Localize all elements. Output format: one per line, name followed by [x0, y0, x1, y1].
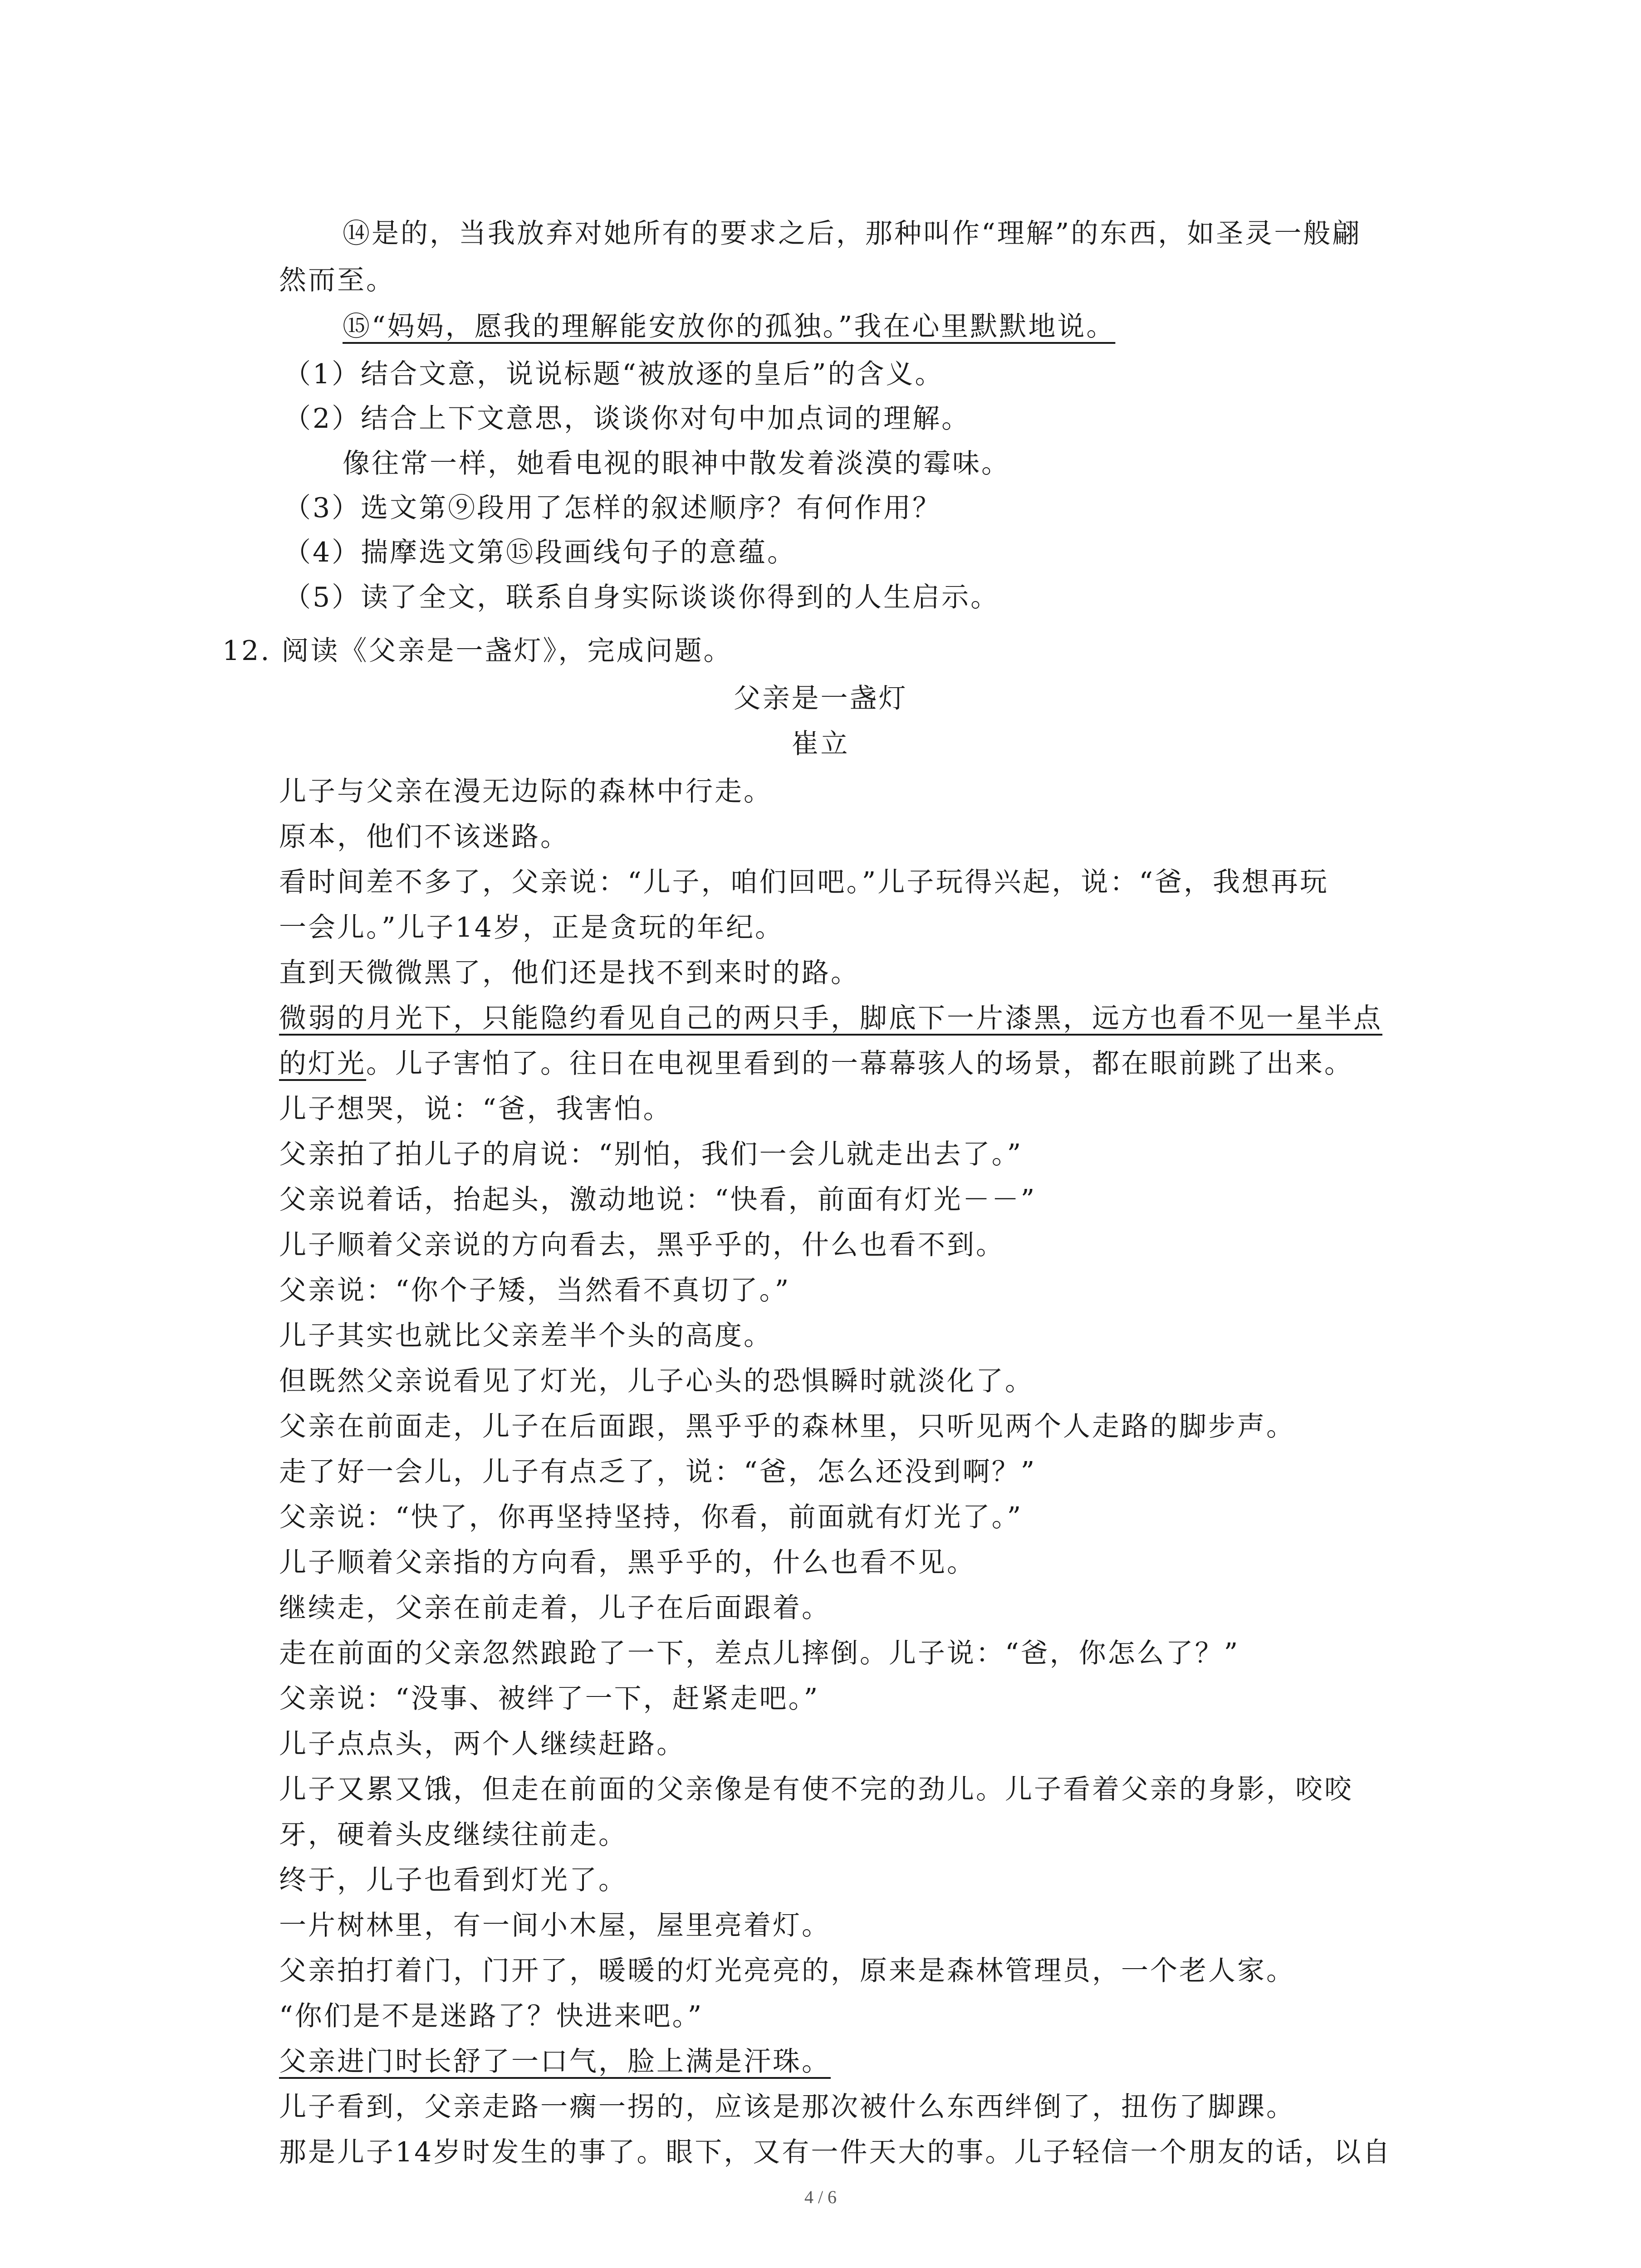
question-11-3: （3）选文第⑨段用了怎样的叙述顺序？有何作用？	[284, 492, 942, 524]
paragraph-15-underlined: ⑮“妈妈，愿我的理解能安放你的孤独。”我在心里默默地说。	[343, 311, 1116, 342]
story-line-19: 继续走，父亲在前走着，儿子在后面跟着。	[279, 1592, 831, 1624]
story-line-12: 父亲说：“你个子矮，当然看不真切了。”	[279, 1275, 791, 1306]
story-line-14: 但既然父亲说看见了灯光，儿子心头的恐惧瞬时就淡化了。	[279, 1365, 1034, 1397]
story-line-27: 父亲拍打着门，门开了，暖暖的灯光亮亮的，原来是森林管理员，一个老人家。	[279, 1955, 1295, 1987]
story-line-3: 看时间差不多了，父亲说：“儿子，咱们回吧。”儿子玩得兴起，说：“爸，我想再玩	[279, 866, 1329, 898]
story-line-17: 父亲说：“快了，你再坚持坚持，你看，前面就有灯光了。”	[279, 1501, 1023, 1533]
story-title: 父亲是一盏灯	[733, 683, 908, 714]
story-line-31: 那是儿子14岁时发生的事了。眼下，又有一件天大的事。儿子轻信一个朋友的话，以自	[279, 2136, 1392, 2168]
story-line-5: 直到天微微黑了，他们还是找不到来时的路。	[279, 957, 860, 989]
question-11-4: （4）揣摩选文第⑮段画线句子的意蕴。	[284, 537, 797, 568]
story-line-18: 儿子顺着父亲指的方向看，黑乎乎的，什么也看不见。	[279, 1547, 976, 1579]
story-line-10: 父亲说着话，抬起头，激动地说：“快看，前面有灯光－－”	[279, 1184, 1037, 1216]
question-11-2: （2）结合上下文意思，谈谈你对句中加点词的理解。	[284, 403, 971, 435]
story-line-28: “你们是不是迷路了？快进来吧。”	[279, 2000, 704, 2032]
story-line-7	[279, 1046, 1353, 1082]
story-line-4: 一会儿。”儿子14岁，正是贪玩的年纪。	[279, 912, 784, 943]
story-line-26: 一片树林里，有一间小木屋，屋里亮着灯。	[279, 1910, 831, 1941]
question-11-2-quote: 像往常一样，她看电视的眼神中散发着淡漠的霉味。	[343, 448, 1010, 479]
story-line-8: 儿子想哭，说：“爸，我害怕。	[279, 1093, 672, 1125]
paragraph-14-line-1: ⑭是的，当我放弃对她所有的要求之后，那种叫作“理解”的东西，如圣灵一般翩	[343, 218, 1362, 249]
story-line-11: 儿子顺着父亲说的方向看去，黑乎乎的，什么也看不到。	[279, 1229, 1005, 1261]
story-line-22: 儿子点点头，两个人继续赶路。	[279, 1728, 686, 1760]
story-line-9: 父亲拍了拍儿子的肩说：“别怕，我们一会儿就走出去了。”	[279, 1139, 1023, 1170]
story-line-24: 牙，硬着头皮继续往前走。	[279, 1819, 627, 1851]
story-line-29-underlined: 父亲进门时长舒了一口气，脸上满是汗珠。	[279, 2046, 831, 2077]
story-line-16: 走了好一会儿，儿子有点乏了，说：“爸，怎么还没到啊？”	[279, 1456, 1037, 1488]
story-line-2: 原本，他们不该迷路。	[279, 821, 569, 853]
story-line-15: 父亲在前面走，儿子在后面跟，黑乎乎的森林里，只听见两个人走路的脚步声。	[279, 1411, 1295, 1442]
story-line-13: 儿子其实也就比父亲差半个头的高度。	[279, 1320, 773, 1352]
page-number: 4 / 6	[804, 2187, 837, 2207]
story-author: 崔立	[791, 728, 850, 760]
story-line-6-underlined: 微弱的月光下，只能隐约看见自己的两只手，脚底下一片漆黑，远方也看不见一星半点	[279, 1002, 1382, 1034]
story-line-25: 终于，儿子也看到灯光了。	[279, 1864, 627, 1896]
question-12-prompt: 12. 阅读《父亲是一盏灯》，完成问题。	[222, 635, 733, 667]
story-line-30: 儿子看到，父亲走路一瘸一拐的，应该是那次被什么东西绊倒了，扭伤了脚踝。	[279, 2091, 1295, 2123]
story-line-23: 儿子又累又饿，但走在前面的父亲像是有使不完的劲儿。儿子看着父亲的身影，咬咬	[279, 1774, 1353, 1805]
story-line-20: 走在前面的父亲忽然踉跄了一下，差点儿摔倒。儿子说：“爸，你怎么了？”	[279, 1637, 1240, 1669]
story-line-7-underlined: 的灯光	[279, 1048, 366, 1080]
story-line-1: 儿子与父亲在漫无边际的森林中行走。	[279, 776, 773, 807]
question-11-1: （1）结合文意，说说标题“被放逐的皇后”的含义。	[284, 358, 944, 390]
paragraph-14-line-2: 然而至。	[279, 264, 395, 296]
story-line-21: 父亲说：“没事、被绊了一下，赶紧走吧。”	[279, 1683, 820, 1715]
question-11-5: （5）读了全文，联系自身实际谈谈你得到的人生启示。	[284, 582, 1000, 613]
story-line-7-rest: 。儿子害怕了。往日在电视里看到的一幕幕骇人的场景，都在眼前跳了出来。	[366, 1048, 1353, 1080]
